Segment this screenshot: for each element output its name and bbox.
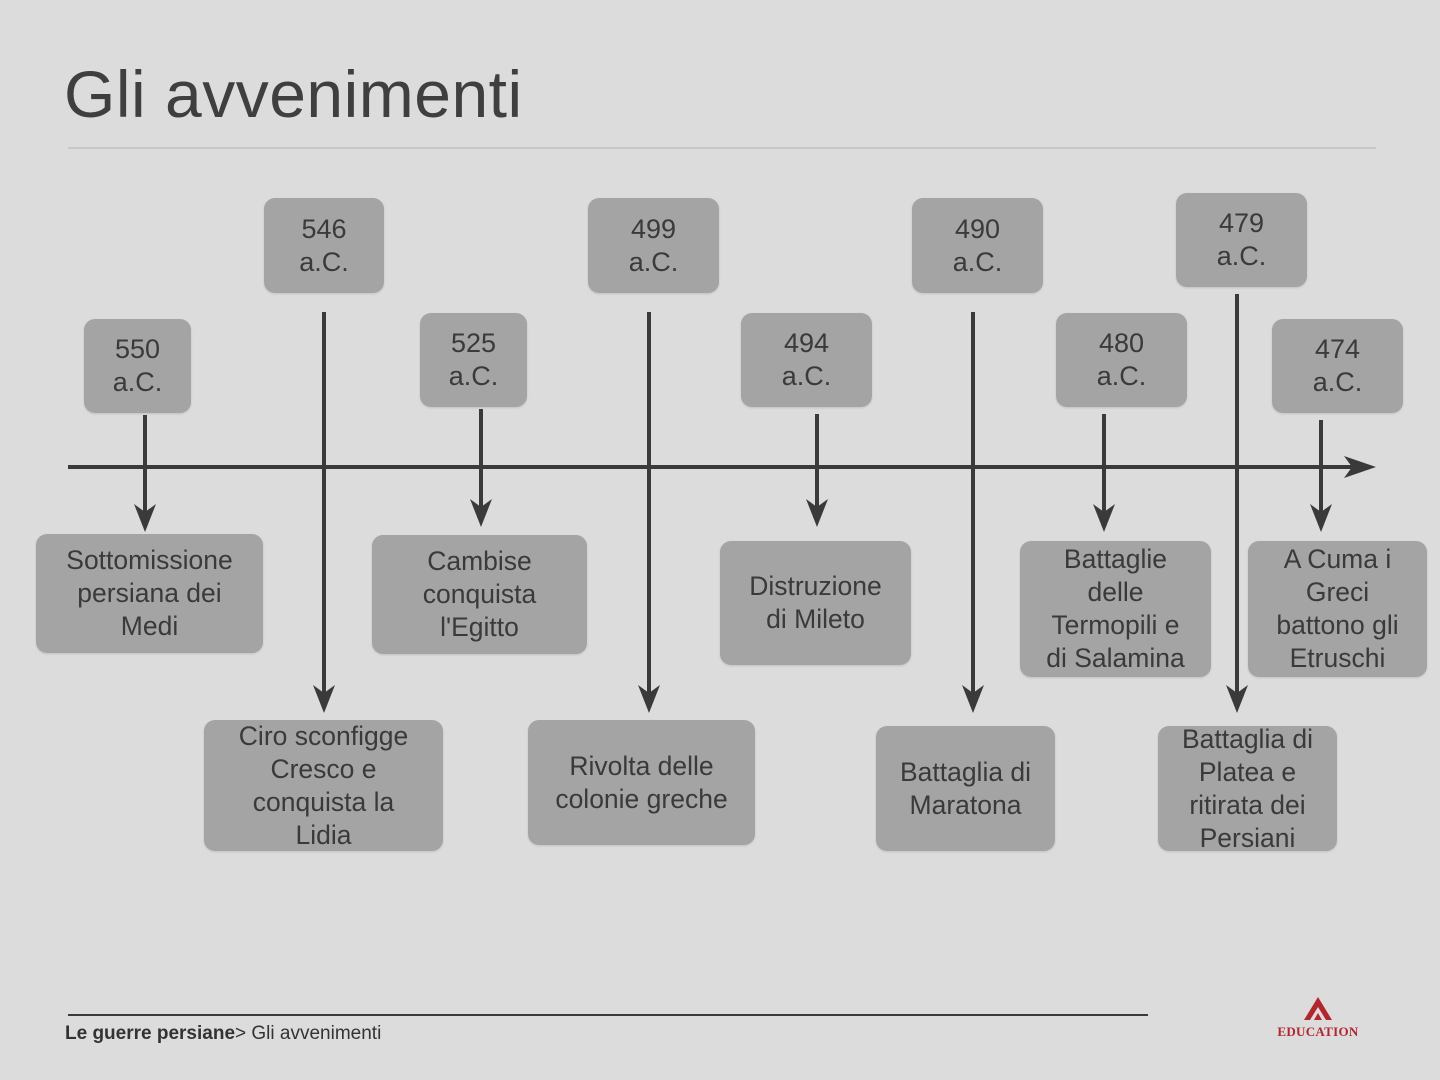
- publisher-logo: [1272, 996, 1364, 1040]
- connector-479: [1226, 294, 1248, 713]
- footer-divider: [68, 1014, 1148, 1016]
- event-box-479: Battaglia di Platea e ritirata dei Persiani: [1158, 726, 1337, 851]
- date-box-546: 546 a.C.: [264, 198, 384, 293]
- event-box-499: Rivolta delle colonie greche: [528, 720, 755, 845]
- event-box-494: Distruzione di Mileto: [720, 541, 911, 665]
- event-box-490: Battaglia di Maratona: [876, 726, 1055, 851]
- breadcrumb-section: Le guerre persiane: [65, 1023, 236, 1044]
- connector-474: [1310, 420, 1332, 532]
- connector-499: [638, 312, 660, 713]
- date-box-525: 525 a.C.: [420, 313, 527, 407]
- logo-mark-icon: [1301, 996, 1335, 1022]
- breadcrumb: [65, 1023, 381, 1045]
- event-box-480: Battaglie delle Termopili e di Salamina: [1020, 541, 1211, 677]
- date-box-479: 479 a.C.: [1176, 193, 1307, 287]
- date-box-490: 490 a.C.: [912, 198, 1043, 293]
- connector-480: [1093, 414, 1115, 532]
- connector-490: [962, 312, 984, 713]
- date-box-550: 550 a.C.: [84, 319, 191, 413]
- event-box-546: Ciro sconfigge Cresco e conquista la Lidia: [204, 720, 443, 851]
- date-box-480: 480 a.C.: [1056, 313, 1187, 407]
- connector-494: [806, 414, 828, 527]
- event-box-550: Sottomissione persiana dei Medi: [36, 534, 263, 653]
- date-box-494: 494 a.C.: [741, 313, 872, 407]
- logo-text: EDUCATION: [1277, 1024, 1359, 1039]
- connector-550: [134, 415, 156, 532]
- date-box-499: 499 a.C.: [588, 198, 719, 293]
- breadcrumb-page: > Gli avvenimenti: [235, 1023, 382, 1044]
- connector-546: [313, 312, 335, 713]
- event-box-525: Cambise conquista l'Egitto: [372, 535, 587, 654]
- page-title: Gli avvenimenti: [64, 57, 523, 131]
- date-box-474: 474 a.C.: [1272, 319, 1403, 413]
- event-box-474: A Cuma i Greci battono gli Etruschi: [1248, 541, 1427, 677]
